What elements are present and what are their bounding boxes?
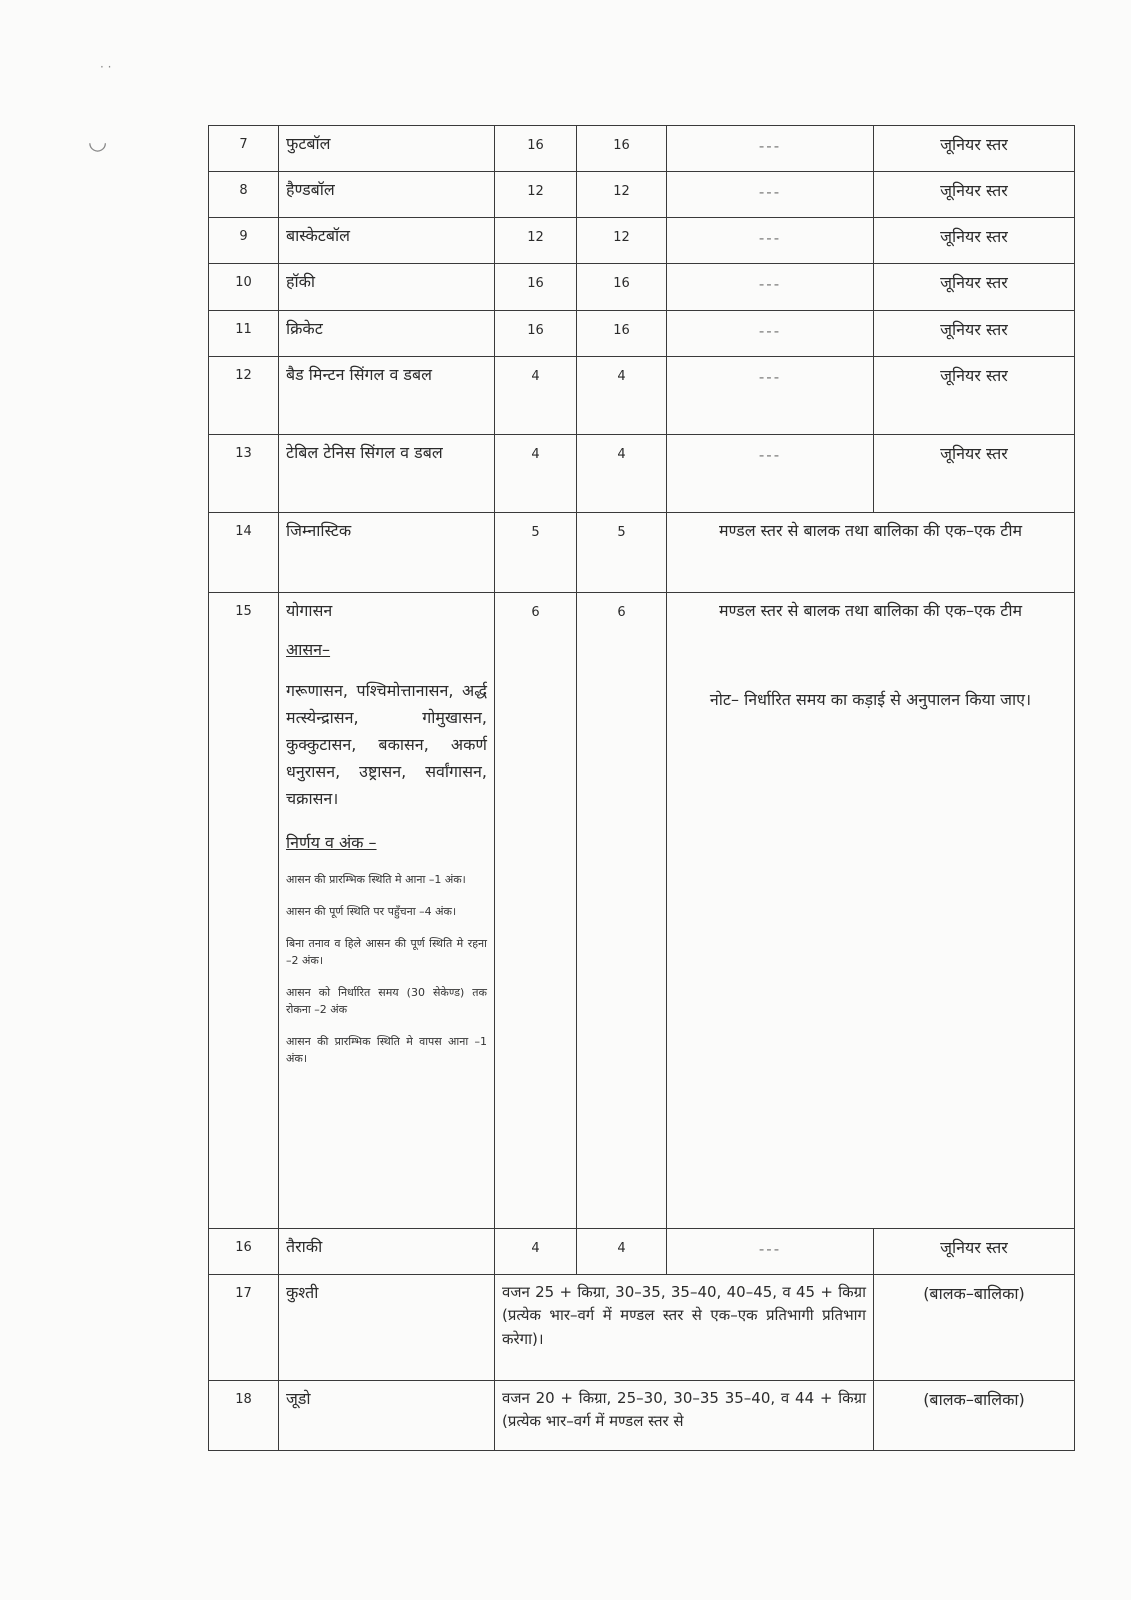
- count-b: 4: [577, 1229, 667, 1275]
- level: जूनियर स्तर: [874, 311, 1075, 357]
- level: जूनियर स्तर: [874, 435, 1075, 513]
- count-b: 12: [577, 218, 667, 264]
- level: जूनियर स्तर: [874, 126, 1075, 172]
- count-b: 4: [577, 357, 667, 435]
- table-row: [209, 218, 1075, 264]
- serial-number: 15: [209, 593, 279, 1229]
- count-b: 16: [577, 264, 667, 311]
- scoring-rule: बिना तनाव व हिले आसन की पूर्ण स्थिति मे रहना –2 अंक।: [286, 936, 487, 968]
- table-row: [209, 1229, 1075, 1275]
- serial-number: 14: [209, 513, 279, 593]
- count-a: 4: [495, 435, 577, 513]
- scoring-rule: आसन को निर्धारित समय (30 सेकेण्ड) तक रोकना –2 अंक: [286, 985, 487, 1017]
- team-info: ---: [667, 357, 874, 435]
- table-row: [209, 1275, 1075, 1381]
- game-name: फुटबॉल: [279, 126, 495, 172]
- serial-number: 16: [209, 1229, 279, 1275]
- game-name: टेबिल टेनिस सिंगल व डबल: [279, 435, 495, 513]
- scoring-rule: आसन की पूर्ण स्थिति पर पहुँचना –4 अंक।: [286, 904, 457, 918]
- table-row: [209, 593, 1075, 1229]
- table-row: [209, 126, 1075, 172]
- game-name: तैराकी: [279, 1229, 495, 1275]
- asana-list: गरूणासन, पश्चिमोत्तानासन, अर्द्ध मत्स्येन्द्रासन, गोमुखासन, कुक्कुटासन, बकासन, अकर्ण धनुरासन, उष्ट्रासन, सर्वांगासन, चक्रासन।: [286, 680, 487, 809]
- count-a: 5: [495, 513, 577, 593]
- serial-number: 13: [209, 435, 279, 513]
- count-a: 4: [495, 1229, 577, 1275]
- count-b: 5: [577, 513, 667, 593]
- scoring-rule: आसन की प्रारम्भिक स्थिति मे आना –1 अंक।: [286, 873, 466, 887]
- level: (बालक–बालिका): [874, 1381, 1075, 1451]
- table-row: [209, 264, 1075, 311]
- game-name: कुश्ती: [279, 1275, 495, 1381]
- game-name: क्रिकेट: [279, 311, 495, 357]
- serial-number: 9: [209, 218, 279, 264]
- table-row: [209, 172, 1075, 218]
- count-b: 16: [577, 311, 667, 357]
- level: जूनियर स्तर: [874, 1229, 1075, 1275]
- table-row: [209, 513, 1075, 593]
- game-name: हैण्डबॉल: [279, 172, 495, 218]
- team-info: ---: [667, 435, 874, 513]
- count-b: 6: [577, 593, 667, 1229]
- team-info: ---: [667, 126, 874, 172]
- game-name: बैड मिन्टन सिंगल व डबल: [279, 357, 495, 435]
- count-a: 6: [495, 593, 577, 1229]
- team-info: ---: [667, 1229, 874, 1275]
- serial-number: 18: [209, 1381, 279, 1451]
- serial-number: 11: [209, 311, 279, 357]
- level: जूनियर स्तर: [874, 264, 1075, 311]
- yoga-details: [279, 593, 495, 1229]
- count-a: 12: [495, 218, 577, 264]
- scan-speck: ◡: [88, 130, 108, 155]
- count-a: 4: [495, 357, 577, 435]
- serial-number: 7: [209, 126, 279, 172]
- table-row: [209, 435, 1075, 513]
- serial-number: 12: [209, 357, 279, 435]
- weight-categories: वजन 20 + किग्रा, 25–30, 30–35 35–40, व 44 + किग्रा (प्रत्येक भार–वर्ग में मण्डल स्तर से: [495, 1381, 874, 1451]
- serial-number: 10: [209, 264, 279, 311]
- level: जूनियर स्तर: [874, 172, 1075, 218]
- team-info: ---: [667, 264, 874, 311]
- table-row: [209, 311, 1075, 357]
- scan-speck: · ·: [100, 60, 112, 74]
- team-info: ---: [667, 218, 874, 264]
- count-b: 4: [577, 435, 667, 513]
- team-info: मण्डल स्तर से बालक तथा बालिका की एक–एक टीम: [667, 513, 1075, 593]
- table-row: [209, 1381, 1075, 1451]
- count-b: 12: [577, 172, 667, 218]
- game-name: जिम्नास्टिक: [279, 513, 495, 593]
- level: जूनियर स्तर: [874, 357, 1075, 435]
- count-a: 12: [495, 172, 577, 218]
- game-name: बास्केटबॉल: [279, 218, 495, 264]
- scoring-rule: आसन की प्रारम्भिक स्थिति मे वापस आना –1 अंक।: [286, 1034, 487, 1066]
- level: जूनियर स्तर: [874, 218, 1075, 264]
- game-name: योगासन: [286, 601, 333, 620]
- serial-number: 17: [209, 1275, 279, 1381]
- level: (बालक–बालिका): [874, 1275, 1075, 1381]
- weight-categories: वजन 25 + किग्रा, 30–35, 35–40, 40–45, व 45 + किग्रा (प्रत्येक भार–वर्ग में मण्डल स्तर से एक–एक प्रतिभागी प्रतिभाग करेगा)।: [495, 1275, 874, 1381]
- team-info: ---: [667, 311, 874, 357]
- count-a: 16: [495, 126, 577, 172]
- team-and-note: [667, 593, 1075, 1229]
- count-b: 16: [577, 126, 667, 172]
- scoring-heading: निर्णय व अंक –: [286, 832, 377, 852]
- serial-number: 8: [209, 172, 279, 218]
- team-info: मण्डल स्तर से बालक तथा बालिका की एक–एक टीम: [718, 601, 1023, 620]
- timing-note: नोट– निर्धारित समय का कड़ाई से अनुपालन किया जाए।: [709, 689, 1032, 709]
- count-a: 16: [495, 311, 577, 357]
- count-a: 16: [495, 264, 577, 311]
- team-info: ---: [667, 172, 874, 218]
- asana-heading: आसन–: [286, 639, 331, 659]
- table-row: [209, 357, 1075, 435]
- game-name: हॉकी: [279, 264, 495, 311]
- sports-schedule-table: [208, 125, 1075, 1451]
- game-name: जूडो: [279, 1381, 495, 1451]
